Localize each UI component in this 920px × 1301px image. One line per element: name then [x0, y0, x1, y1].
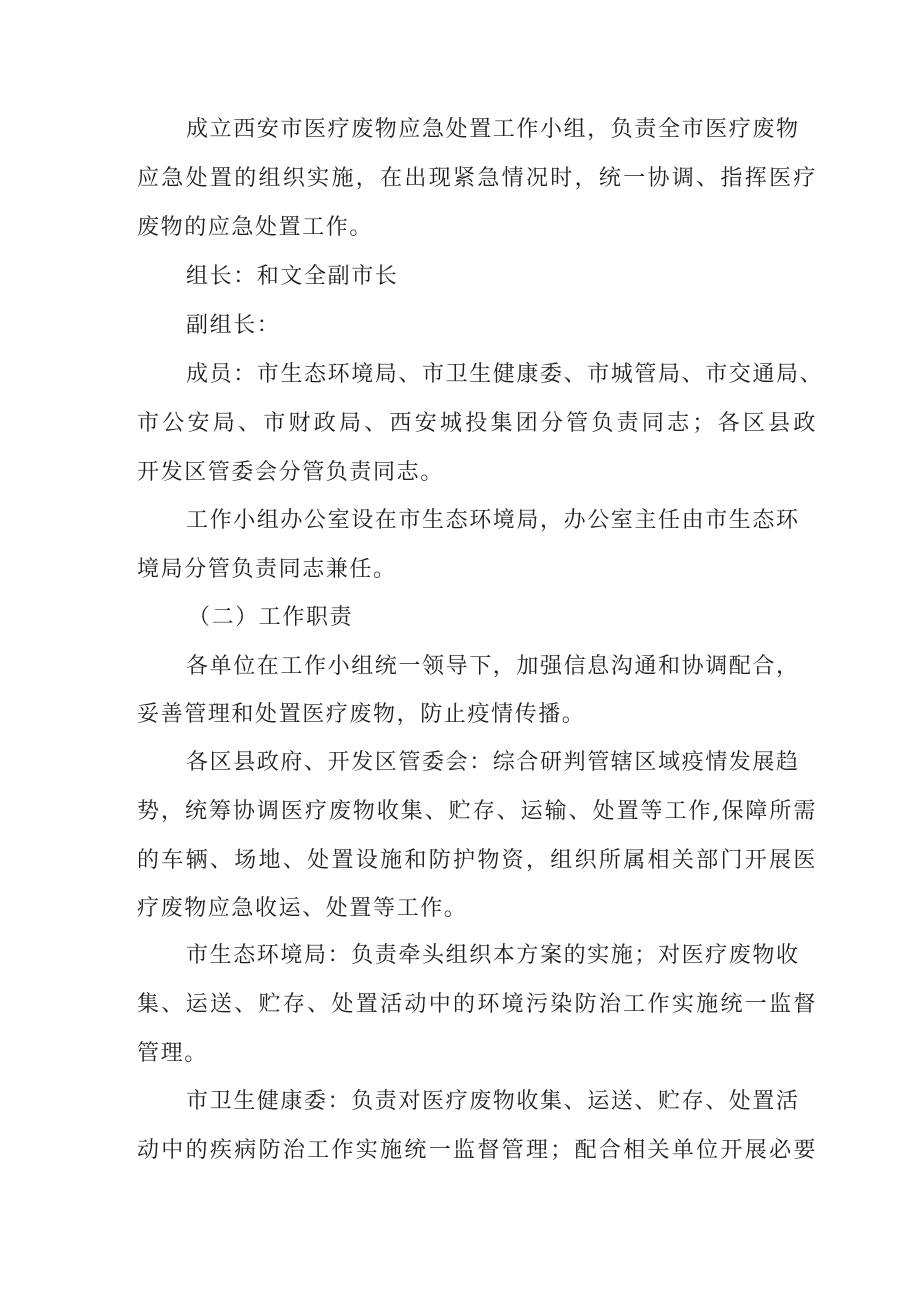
ecology-line-3: 管理。 — [137, 1041, 208, 1066]
para-establish-line-3: 废物的应急处置工作。 — [137, 215, 374, 240]
health-line-2: 动中的疾病防治工作实施统一监督管理；配合相关单位开展必要 — [137, 1138, 817, 1163]
district-line-4: 疗废物应急收运、处置等工作。 — [137, 896, 468, 921]
members-line-1: 成员：市生态环境局、市卫生健康委、市城管局、市交通局、 — [186, 362, 824, 387]
para-establish-line-1: 成立西安市医疗废物应急处置工作小组，负责全市医疗废物 — [186, 117, 800, 142]
office-line-1: 工作小组办公室设在市生态环境局，办公室主任由市生态环 — [186, 508, 800, 533]
units-line-2: 妥善管理和处置医疗废物，防止疫情传播。 — [137, 702, 586, 727]
ecology-line-1: 市生态环境局：负责牵头组织本方案的实施；对医疗废物收 — [186, 943, 800, 968]
district-line-1: 各区县政府、开发区管委会：综合研判管辖区域疫情发展趋 — [186, 750, 800, 775]
health-line-1: 市卫生健康委：负责对医疗废物收集、运送、贮存、处置活 — [186, 1089, 800, 1114]
group-leader-line: 组长：和文全副市长 — [186, 264, 399, 289]
section-heading-duties: （二）工作职责 — [188, 605, 354, 630]
district-line-2: 势，统筹协调医疗废物收集、贮存、运输、处置等工作,保障所需 — [137, 799, 817, 824]
ecology-line-2: 集、运送、贮存、处置活动中的环境污染防治工作实施统一监督 — [137, 992, 817, 1017]
members-line-2: 市公安局、市财政局、西安城投集团分管负责同志；各区县政 — [137, 411, 817, 436]
district-line-3: 的车辆、场地、处置设施和防护物资，组织所属相关部门开展医 — [137, 848, 817, 873]
deputy-leader-line: 副组长： — [186, 313, 281, 338]
members-line-3: 开发区管委会分管负责同志。 — [137, 460, 444, 485]
units-line-1: 各单位在工作小组统一领导下，加强信息沟通和协调配合， — [186, 654, 800, 679]
office-line-2: 境局分管负责同志兼任。 — [137, 557, 397, 582]
para-establish-line-2: 应急处置的组织实施，在出现紧急情况时，统一协调、指挥医疗 — [137, 166, 817, 191]
